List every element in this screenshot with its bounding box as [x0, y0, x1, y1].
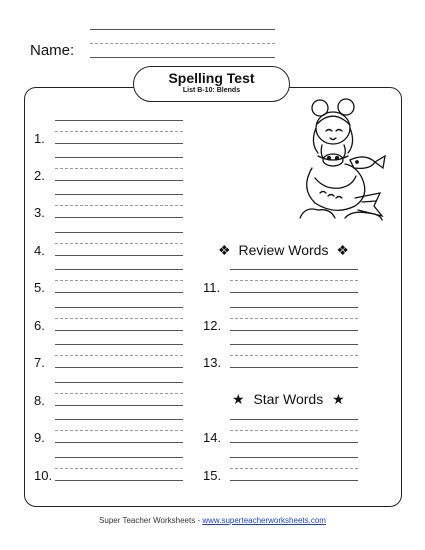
- star-words-heading: [232, 391, 345, 408]
- answer-top-line: [230, 269, 358, 270]
- answer-line[interactable]: [55, 143, 183, 144]
- footer: [0, 516, 425, 525]
- answer-line[interactable]: [55, 292, 183, 293]
- answer-line[interactable]: [55, 330, 183, 331]
- answer-top-line: [55, 269, 183, 270]
- name-label: Name:: [30, 42, 75, 59]
- answer-number: 13.: [203, 355, 222, 370]
- review-words-label: Review Words: [238, 242, 329, 258]
- answer-number: 8.: [34, 393, 45, 408]
- answer-top-line: [230, 419, 358, 420]
- answer-line[interactable]: [230, 330, 358, 331]
- review-words-heading: [218, 242, 349, 259]
- answer-line[interactable]: [230, 442, 358, 443]
- answer-top-line: [55, 232, 183, 233]
- answer-guide-line: [55, 468, 183, 469]
- page-title: Spelling Test: [168, 70, 255, 86]
- answer-number: 14.: [203, 430, 222, 445]
- answer-number: 11.: [203, 280, 221, 295]
- answer-number: 9.: [34, 430, 45, 445]
- star-icon: ★: [332, 391, 345, 407]
- answer-top-line: [55, 307, 183, 308]
- name-guide-line: [90, 43, 275, 44]
- answer-guide-line: [230, 468, 358, 469]
- answer-line[interactable]: [55, 367, 183, 368]
- answer-number: 15.: [203, 468, 222, 483]
- footer-text: Super Teacher Worksheets -: [99, 516, 203, 525]
- answer-line[interactable]: [55, 217, 183, 218]
- answer-guide-line: [55, 205, 183, 206]
- answer-line[interactable]: [55, 442, 183, 443]
- name-field[interactable]: [90, 57, 275, 58]
- answer-number: 4.: [34, 243, 45, 258]
- answer-top-line: [55, 344, 183, 345]
- answer-line[interactable]: [55, 180, 183, 181]
- answer-number: 6.: [34, 318, 45, 333]
- answer-line[interactable]: [230, 292, 358, 293]
- answer-guide-line: [55, 430, 183, 431]
- answer-top-line: [230, 457, 358, 458]
- diamond-bullet-icon: ❖: [336, 242, 349, 258]
- answer-number: 2.: [34, 168, 45, 183]
- footer-link[interactable]: www.superteacherworksheets.com: [202, 516, 326, 525]
- name-top-line: [90, 29, 275, 30]
- answer-line[interactable]: [230, 480, 358, 481]
- answer-guide-line: [55, 168, 183, 169]
- answer-guide-line: [55, 355, 183, 356]
- answer-guide-line: [55, 131, 183, 132]
- answer-number: 3.: [34, 205, 45, 220]
- answer-guide-line: [55, 243, 183, 244]
- answer-top-line: [55, 457, 183, 458]
- answer-top-line: [55, 194, 183, 195]
- answer-top-line: [55, 419, 183, 420]
- answer-guide-line: [230, 430, 358, 431]
- answer-line[interactable]: [55, 405, 183, 406]
- answer-guide-line: [230, 318, 358, 319]
- answer-top-line: [55, 382, 183, 383]
- answer-guide-line: [230, 355, 358, 356]
- answer-line[interactable]: [55, 255, 183, 256]
- answer-top-line: [55, 120, 183, 121]
- answer-number: 7.: [34, 355, 45, 370]
- star-words-label: Star Words: [253, 391, 324, 407]
- answer-top-line: [230, 307, 358, 308]
- answer-top-line: [55, 157, 183, 158]
- star-icon: ★: [232, 391, 245, 407]
- answer-line[interactable]: [230, 367, 358, 368]
- title-badge: [133, 66, 290, 102]
- diamond-bullet-icon: ❖: [218, 242, 231, 258]
- answer-guide-line: [55, 280, 183, 281]
- answer-number: 1.: [34, 131, 45, 146]
- answer-number: 12.: [203, 318, 222, 333]
- answer-guide-line: [55, 393, 183, 394]
- list-subtitle: List B-10: Blends: [182, 87, 241, 94]
- answer-number: 10.: [34, 468, 53, 483]
- answer-number: 5.: [34, 280, 45, 295]
- answer-top-line: [230, 344, 358, 345]
- mermaid-illustration: [290, 98, 390, 223]
- answer-line[interactable]: [55, 480, 183, 481]
- answer-guide-line: [230, 280, 358, 281]
- answer-guide-line: [55, 318, 183, 319]
